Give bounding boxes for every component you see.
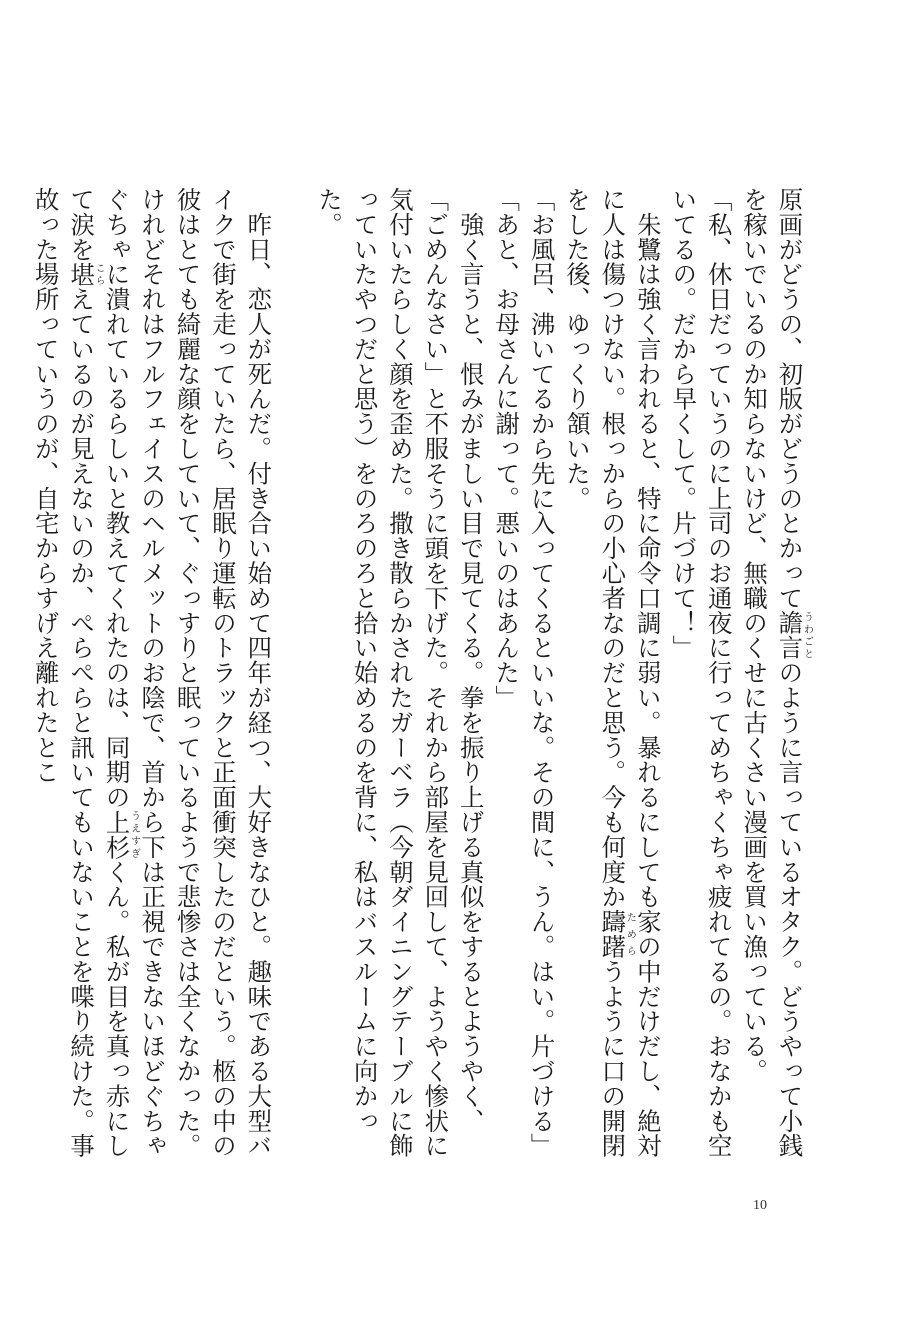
paragraph <box>665 187 736 1162</box>
text-run: 「あと、お母さんに謝って。悪いのはあんた」 <box>491 187 521 710</box>
ruby-base: 譫言 <box>774 610 804 661</box>
text-run: 昨日、恋人が死んだ。付き合い始めて四年が経つ、大好きなひと。趣味である大型バイクで街を走っていたら、居眠り運転のトラックと正面衝突したのだという。柩の中の彼はとても綺麗な顔をしていて、ぐっすりと眠っているようで悲惨さは全くなかった。けれどそれはフルフェイスのヘルメットのお陰で、首から下は正視できないほどぐちゃぐちゃに潰れているらしいと教えてくれたのは、同期の <box>101 187 273 1159</box>
paragraph <box>311 187 488 1162</box>
text-run: 原画がどうの、初版がどうのとかって <box>774 187 804 611</box>
text-run: 強く言うと、恨みがましい目で見てくる。拳を振り上げる真似をするとようやく、「ごめんなさい」と不服そうに頭を下げた。それから部屋を見回して、ようやく惨状に気付いたらしく顔を歪めた。撒き散らかされたガーベラ（今朝ダイニングテーブルに飾っていたやつだと思う）をのろのろと拾い始めるのを背に、私はバスルームに向かった。 <box>314 187 485 1159</box>
ruby-reading: うわごと <box>801 610 813 661</box>
paragraph <box>488 187 523 1162</box>
ruby-reading: こら <box>93 261 105 287</box>
ruby-word <box>774 610 813 661</box>
text-run: 「私、休日だっていうのに上司のお通夜に行ってめちゃくちゃ疲れてるの。おなかも空いてるの。だから早くして。片づけて！」 <box>668 187 733 1159</box>
ruby-reading: うえすぎ <box>128 809 140 860</box>
ruby-word <box>101 809 140 860</box>
ruby-word <box>597 909 636 959</box>
vertical-text-block <box>30 187 813 1162</box>
paragraph <box>559 187 665 1162</box>
text-run: うように口の開閉をした後、ゆっくり頷いた。 <box>561 187 627 1159</box>
ruby-base: 躊躇 <box>597 909 627 959</box>
text-run: えているのが見えないのか、ぺらぺらと訊いてもいないことを喋り続けた。事故った場所っていうのが、自宅からすげえ離れたとこ <box>30 187 96 1159</box>
paragraph <box>736 187 812 1162</box>
ruby-word <box>66 261 105 287</box>
ruby-base: 堪 <box>66 261 96 287</box>
blank-line <box>275 187 310 1162</box>
paragraph <box>27 187 275 1162</box>
page-number: 10 <box>753 1198 767 1213</box>
ruby-base: 上杉 <box>101 809 131 860</box>
text-run: 朱鷺は強く言われると、特に命令口調に弱い。暴れるにしても家の中だけだし、絶対に人は傷つけない。根っからの小心者なのだと思う。今も何度か <box>597 187 662 1159</box>
text-run: くん。私が目を真っ赤にして涙を <box>66 187 131 1159</box>
text-run: 「お風呂、沸いてるから先に入ってくるといいな。その間に、うん。はい。片づける」 <box>526 187 556 1159</box>
ruby-reading: ためら <box>624 909 636 959</box>
text-run: のように言っているオタク。どうやって小銭を稼いでいるのか知らないけど、無職のくせに古くさい漫画を買い漁っている。 <box>739 187 804 1159</box>
paragraph <box>523 187 558 1162</box>
